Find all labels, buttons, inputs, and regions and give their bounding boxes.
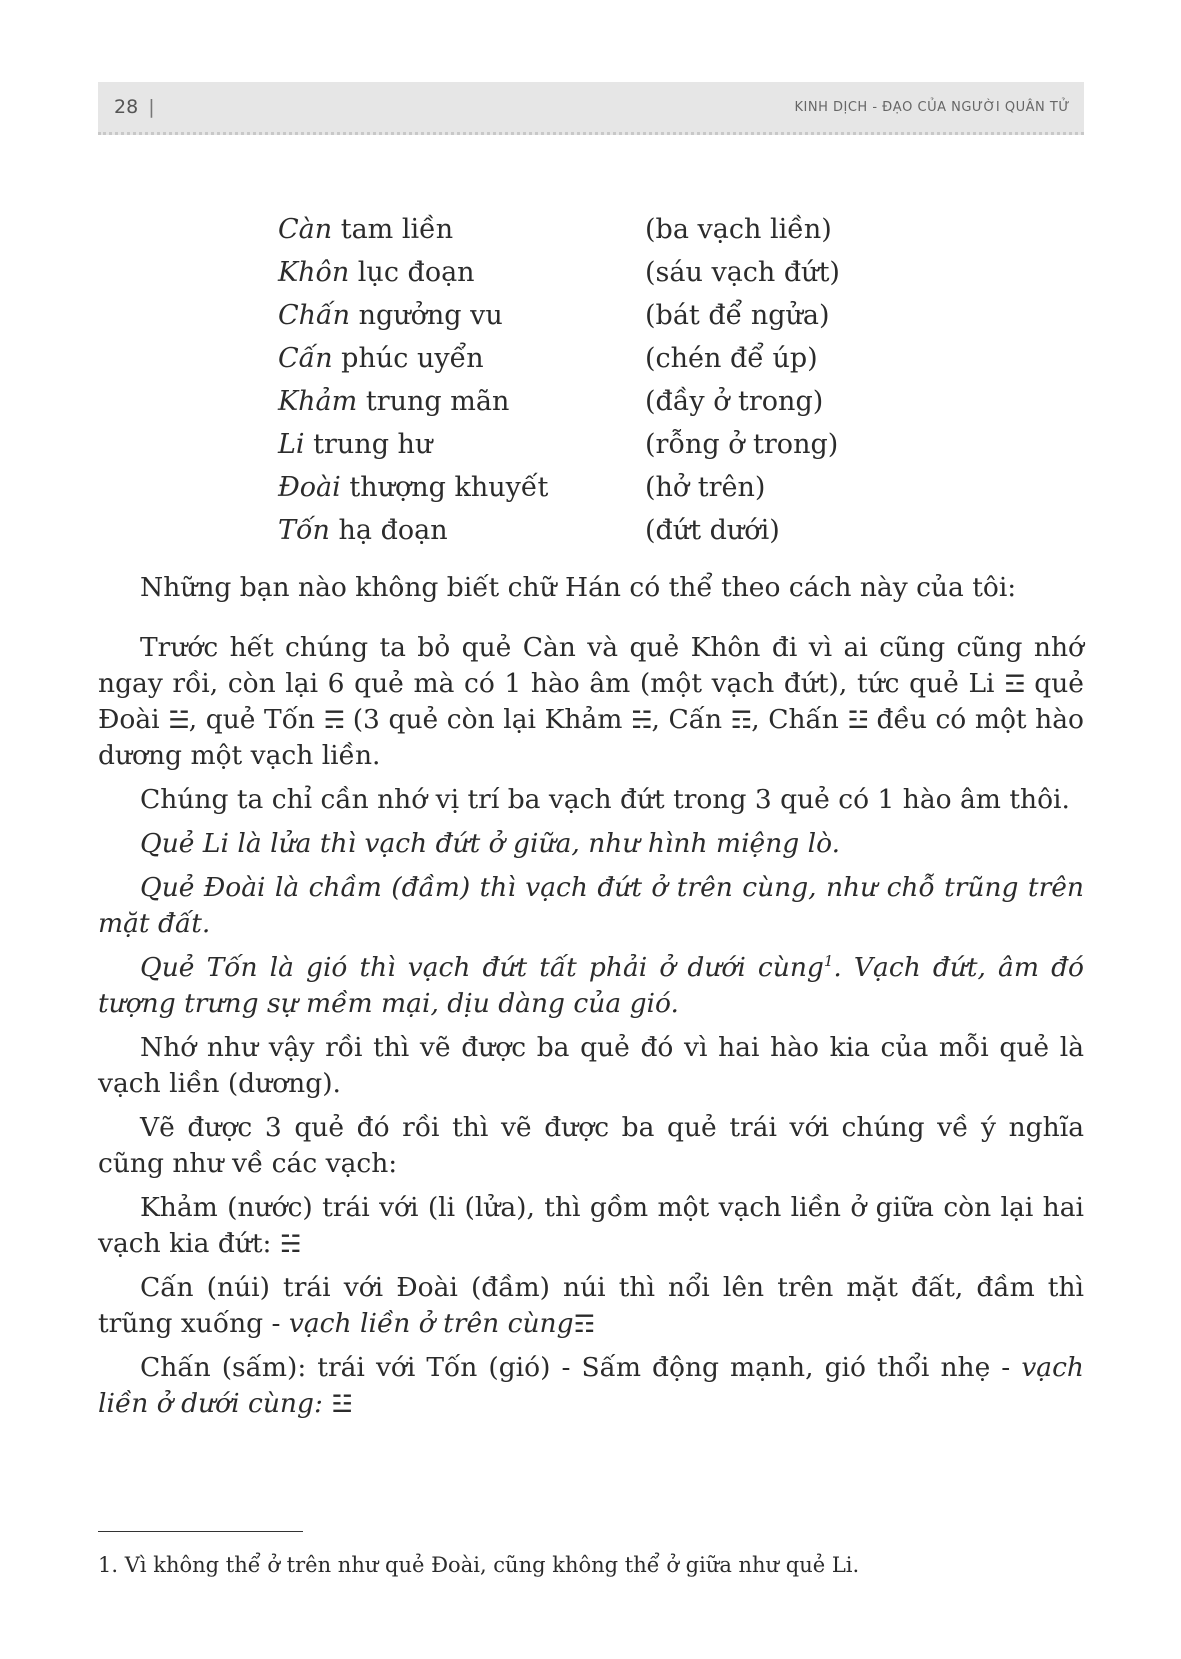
text-run: đều có một hào dương một vạch liền. <box>98 704 1084 771</box>
header-separator: | <box>148 96 155 118</box>
chan-trigram-icon: ☳ <box>331 1390 352 1418</box>
verse-name: Khảm <box>278 386 358 417</box>
text-run: Chấn (sấm): trái với Tốn (gió) - Sấm động mạnh, gió thổi nhẹ - <box>140 1352 1022 1383</box>
paragraph-3: Quẻ Li là lửa thì vạch đứt ở giữa, như hình miệng lò. <box>140 828 841 859</box>
verse-line <box>278 509 780 552</box>
text-run: Cấn (núi) trái với Đoài (đầm) núi thì nổi lên trên mặt đất, đầm thì trũng xuống - <box>98 1272 1084 1339</box>
verse-name: Chấn <box>278 300 350 331</box>
verse-name: Cấn <box>278 343 333 374</box>
verse-line <box>278 294 830 337</box>
paragraph-7: Vẽ được 3 quẻ đó rồi thì vẽ được ba quẻ trái với chúng về ý nghĩa cũng như về các vạch: <box>98 1112 1084 1179</box>
trigram-verse <box>278 208 840 552</box>
text-run: Trước hết chúng ta bỏ quẻ Càn và quẻ Khôn đi vì ai cũng cũng nhớ ngay rồi, còn lại 6 quẻ mà có 1 hào âm (một vạch đứt), tức quẻ Li <box>98 632 1084 699</box>
verse-text: ngưởng vu <box>349 300 503 331</box>
verse-gloss: (chén để úp) <box>645 343 818 374</box>
page-number <box>114 96 155 118</box>
verse-text: phúc uyển <box>332 343 484 374</box>
text-run: quẻ Đoài <box>98 668 1084 735</box>
verse-gloss: (đứt dưới) <box>645 515 780 546</box>
can-trigram-icon: ☶ <box>730 706 752 734</box>
verse-text: tam liền <box>332 214 454 245</box>
can-trigram-icon: ☶ <box>573 1310 595 1338</box>
verse-text: lục đoạn <box>349 257 475 288</box>
verse-name: Càn <box>278 214 333 245</box>
kham-trigram-icon: ☵ <box>630 706 652 734</box>
paragraph-2: Chúng ta chỉ cần nhớ vị trí ba vạch đứt trong 3 quẻ có 1 hào âm thôi. <box>140 784 1070 815</box>
verse-line <box>278 337 818 380</box>
verse-text: trung hư <box>304 429 433 460</box>
verse-gloss: (rỗng ở trong) <box>645 429 839 460</box>
verse-line <box>278 466 766 509</box>
chan-trigram-icon: ☳ <box>847 706 868 734</box>
footnote-rule <box>98 1531 303 1532</box>
page-number-text: 28 <box>114 96 139 118</box>
verse-line <box>278 380 824 423</box>
text-run: Khảm (nước) trái với (li (lửa), thì gồm một vạch liền ở giữa còn lại hai vạch kia đứt: <box>98 1192 1084 1259</box>
kham-trigram-icon: ☵ <box>279 1230 301 1258</box>
paragraph-5 <box>98 950 1084 1022</box>
verse-text: hạ đoạn <box>329 515 448 546</box>
verse-name: Khôn <box>278 257 350 288</box>
paragraph-8 <box>98 1190 1084 1262</box>
paragraph-10 <box>98 1350 1084 1422</box>
footnote: 1. Vì không thể ở trên như quẻ Đoài, cũng không thể ở giữa như quẻ Li. <box>98 1553 860 1577</box>
paragraph-1 <box>98 630 1084 774</box>
text-run: (3 quẻ còn lại Khảm <box>344 704 631 735</box>
verse-line <box>278 251 840 294</box>
verse-text: thượng khuyết <box>340 472 549 503</box>
text-run: . Vạch đứt, âm đó tượng trưng sự mềm mại, dịu dàng của gió. <box>98 952 1084 1019</box>
verse-name: Tốn <box>278 515 330 546</box>
text-run-italic: vạch liền ở trên cùng <box>288 1308 574 1339</box>
text-run: , quẻ Tốn <box>188 704 324 735</box>
verse-name: Li <box>278 429 305 460</box>
verse-text: trung mãn <box>357 386 510 417</box>
text-run: , Chấn <box>751 704 848 735</box>
paragraph-4: Quẻ Đoài là chầm (đầm) thì vạch đứt ở trên cùng, như chỗ trũng trên mặt đất. <box>98 872 1084 939</box>
ton-trigram-icon: ☴ <box>323 706 345 734</box>
text-run-italic: vạch liền ở dưới cùng: <box>98 1352 1084 1419</box>
book-title: KINH DỊCH - ĐẠO CỦA NGƯỜI QUÂN TỬ <box>794 100 1070 115</box>
verse-gloss: (bát để ngửa) <box>645 300 830 331</box>
footnote-ref: 1 <box>823 952 834 971</box>
doai-trigram-icon: ☱ <box>168 706 189 734</box>
paragraph-9 <box>98 1270 1084 1342</box>
verse-line <box>278 423 839 466</box>
text-run: Quẻ Tốn là gió thì vạch đứt tất phải ở dưới cùng <box>140 952 824 983</box>
text-run: , Cấn <box>651 704 731 735</box>
verse-line <box>278 208 832 251</box>
verse-gloss: (hở trên) <box>645 472 766 503</box>
verse-gloss: (sáu vạch đứt) <box>645 257 840 288</box>
li-trigram-icon: ☲ <box>1004 670 1025 698</box>
body-text <box>98 630 1084 1422</box>
running-header <box>98 82 1084 135</box>
paragraph-6: Nhớ như vậy rồi thì vẽ được ba quẻ đó vì hai hào kia của mỗi quẻ là vạch liền (dương). <box>98 1032 1084 1099</box>
verse-gloss: (đầy ở trong) <box>645 386 824 417</box>
verse-gloss: (ba vạch liền) <box>645 214 832 245</box>
verse-name: Đoài <box>278 472 341 503</box>
intro-line: Những bạn nào không biết chữ Hán có thể theo cách này của tôi: <box>140 572 1017 603</box>
